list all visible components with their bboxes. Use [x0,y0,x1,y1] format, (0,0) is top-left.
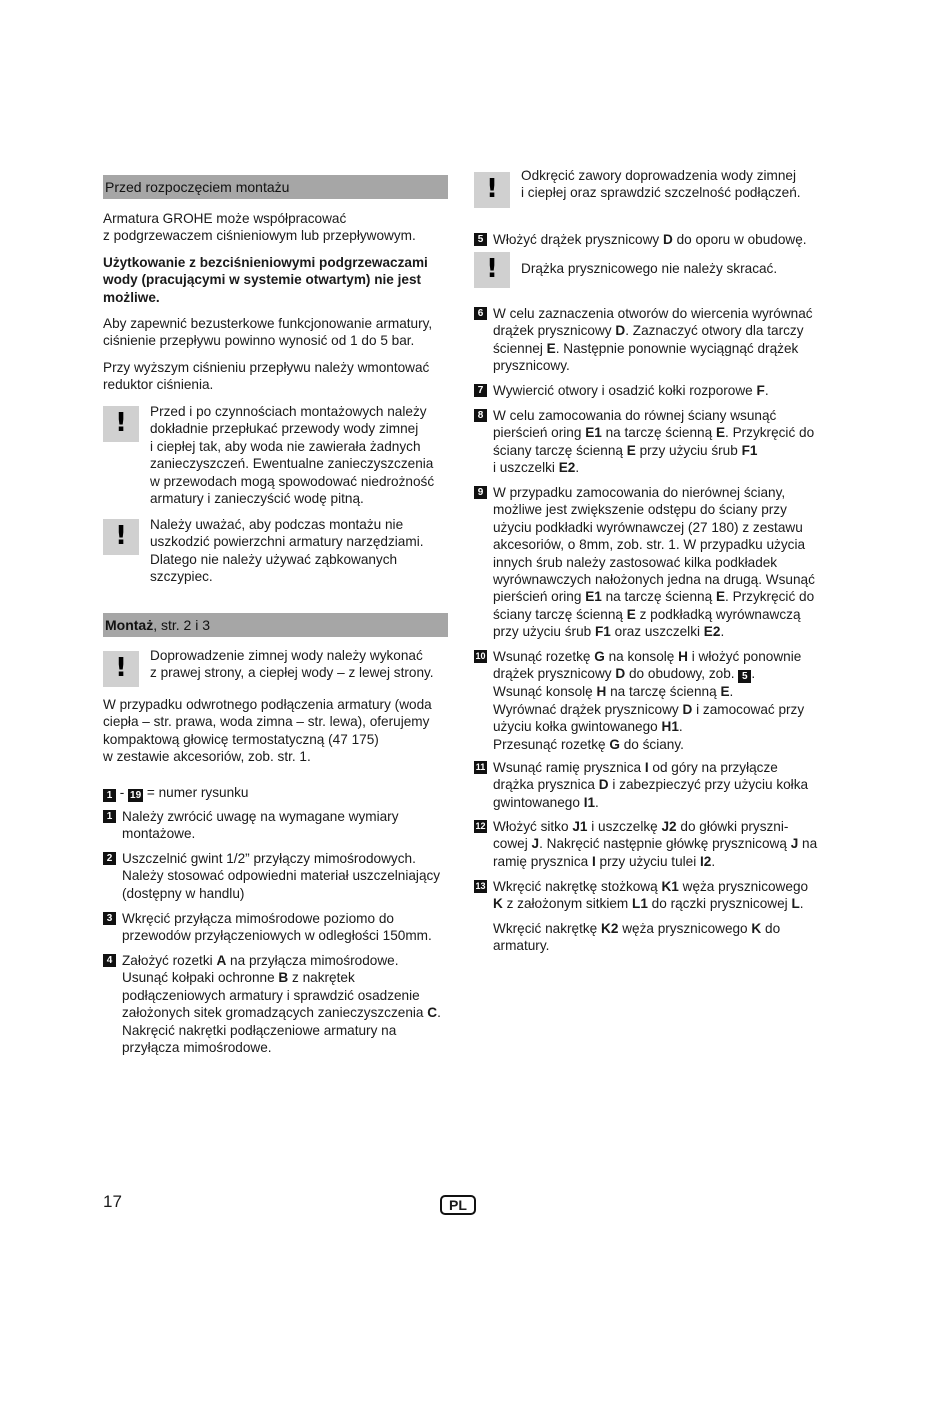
text-line: W przypadku odwrotnego podłączenia armatury (woda [103,697,432,712]
text-line: Przed i po czynnościach montażowych należy [150,404,427,419]
pressure-paragraph [103,315,448,350]
step-number-badge: 8 [474,409,487,422]
step-13-continuation: Wkręcić nakrętkę K2 węża prysznicowego K do armatury. [493,921,781,954]
figure-number-legend [103,784,448,802]
text-line: Wkręcić przyłącza mimośrodowe poziomo do [122,911,394,926]
warning-text [150,647,434,687]
text-line: Armatura GROHE może współpracować [103,211,347,226]
exclamation-icon: ! [474,252,510,288]
legend-text: = numer rysunku [143,785,249,800]
step-text: Włożyć sitko J1 i uszczelkę J2 do główki pryszni- cowej J. Nakręcić następnie główkę prysznicową J na ramię prysznica I przy użyciu tulei I2. [493,819,818,869]
figure-number-badge: 19 [130,790,142,801]
text-line: ciepła – str. prawa, woda zimna – str. lewa), oferujemy [103,714,430,730]
step-number-badge: 6 [474,307,487,320]
text-line: Użytkowanie z bezciśnieniowymi podgrzewaczami [103,255,428,270]
text-line: Dlatego nie należy używać ząbkowanych [150,551,398,567]
text-line: możliwe. [103,289,160,305]
step-3 [103,910,448,945]
step-number-badge: 5 [474,233,487,246]
step-1 [103,808,448,843]
text-line: Należy zwrócić uwagę na wymagane wymiary [122,809,399,824]
page-number: 17 [103,1192,122,1211]
text-line: armatury i zanieczyścić wodę pitną. [150,491,364,507]
text-line: w zestawie akcesoriów, zob. str. 1. [103,749,311,765]
warning-tools [103,516,448,586]
heading-bold-part: Montaż [105,617,154,633]
step-9 [474,484,822,641]
text-line: przewodów przyłączeniowych w odległości 150mm. [122,928,432,944]
step-number-badge: 10 [475,651,486,661]
step-6 [474,305,822,375]
text-line: Doprowadzenie zimnej wody należy wykonać [150,648,423,663]
text-line: szczypiec. [150,569,213,585]
reverse-connection-paragraph [103,696,448,766]
step-2 [103,850,448,902]
text-line: dokładnie przepłukać przewody wody zimnej [150,421,419,437]
language-badge: PL [440,1195,476,1215]
warning-flush-pipes [103,403,448,507]
text-line: Należy uważać, aby podczas montażu nie [150,517,404,532]
step-text [122,910,448,945]
text-line: i ciepłej tak, aby woda nie zawierała żadnych [150,438,421,454]
text-line: reduktor ciśnienia. [103,377,214,393]
step-number-badge: 7 [474,384,487,397]
text-line: z prawej strony, a ciepłej wody – z lewej strony. [150,665,434,681]
warning-text [150,516,424,586]
text-line: kompaktową głowicę termostatyczną (47 175) [103,731,379,747]
warning-water-sides [103,647,448,687]
text-line: (dostępny w handlu) [122,885,245,901]
reducer-paragraph [103,359,448,394]
text-line: Aby zapewnić bezusterkowe funkcjonowanie armatury, [103,316,433,331]
bold-note [103,254,448,306]
step-text: Włożyć drążek prysznicowy D do oporu w obudowę. [493,232,807,247]
figure-number-badge: 1 [103,789,116,802]
legend-dash: - [116,785,129,800]
step-text: Wkręcić nakrętkę stożkową K1 węża prysznicowego K z założonym sitkiem L1 do rączki prysznicowej L. [493,879,809,912]
warning-do-not-shorten [474,252,822,288]
step-5 [474,231,822,248]
step-number-badge: 2 [103,852,116,865]
section-heading-before-installation: Przed rozpoczęciem montażu [103,175,448,199]
step-number-badge: 11 [475,762,486,772]
step-text: W celu zaznaczenia otworów do wiercenia wyrównać drążek prysznicowy D. Zaznaczyć otwory dla tarczy ściennej E. Następnie ponownie wyciągnąć drążek prysznicowy. [493,306,813,374]
text-line: Przy wyższym ciśnieniu przepływu należy wmontować [103,360,430,375]
step-11 [474,759,822,811]
step-text: Wsunąć ramię prysznica I od góry na przyłącze drążka prysznica D i zabezpieczyć przy użyciu kołka gwintowanego I1. [493,760,809,810]
step-7 [474,382,822,399]
text-line: ciśnienie przepływu powinno wynosić od 1 do 5 bar. [103,333,415,349]
text-line: Uszczelnić gwint 1/2” przyłączy mimośrodowych. [122,851,416,866]
step-12 [474,818,822,870]
step-number-badge: 1 [103,810,116,823]
step-number-badge: 3 [103,912,116,925]
exclamation-icon: ! [103,519,139,555]
step-text: Wsunąć rozetkę G na konsolę H i włożyć ponownie drążek prysznicowy D do obudowy, zob. 5 . Wsunąć konsolę H na tarczę ścienną E. Wyrównać drążek prysznicowy D i zamocować przy użyciu kołka gwintowanego H1. Przesunąć rozetkę G do ściany. [493,649,805,752]
step-text: W przypadku zamocowania do nierównej ściany, możliwe jest zwiększenie odstępu do ściany przy użyciu podkładki wyrównawczej (27 180) z zestawu akcesoriów, o 8mm, zob. str. 1. W przypadku użycia innych śrub należy zastosować kilka podkładek wyrównawczych nałożonych jedna na drugą. Wsunąć pierścień oring E1 na tarczę ścienną E. Przykręcić do ściany tarczę ścienną E z podkładką wyrównawczą przy użyciu śrub F1 oraz uszczelki E2. [493,485,815,640]
text-line: Odkręcić zawory doprowadzenia wody zimnej [521,168,797,183]
warning-open-valves [474,167,822,208]
figure-ref-badge: 5 [738,670,751,683]
text-line: wody (pracującymi w systemie otwartym) nie jest [103,272,422,288]
exclamation-icon: ! [103,651,139,687]
exclamation-icon: ! [474,172,510,208]
exclamation-icon: ! [103,406,139,442]
step-number-badge: 12 [475,821,486,831]
step-number-badge: 4 [103,954,116,967]
step-text [122,808,448,843]
text-line: montażowe. [122,826,196,842]
text-line: i ciepłej oraz sprawdzić szczelność podłączeń. [521,185,801,201]
text-line: zanieczyszczeń. Ewentualne zanieczyszczenia [150,456,434,472]
text-line: uszkodzić powierzchni armatury narzędziami. [150,534,424,550]
step-13 [474,878,822,913]
warning-text [150,403,434,507]
warning-text [521,167,801,208]
warning-text [521,252,777,288]
step-text: Założyć rozetki A na przyłącza mimośrodowe. Usunąć kołpaki ochronne B z nakrętek podłączeniowych armatury i sprawdzić osadzenie założonych sitek gromadzących zanieczyszczenia C. Nakręcić nakrętki podłączeniowe armatury na przyłącza mimośrodowe. [122,953,441,1056]
text-line: Należy stosować odpowiedni materiał uszczelniający [122,868,441,884]
step-4 [103,952,448,1056]
step-number-badge: 9 [474,486,487,499]
text-line: z podgrzewaczem ciśnieniowym lub przepływowym. [103,228,416,244]
text-line: w przewodach mogą spowodować niedrożność [150,473,435,489]
heading-page-ref: , str. 2 i 3 [153,617,211,633]
step-text: Wywiercić otwory i osadzić kołki rozporowe F. [493,383,769,398]
step-text [122,850,448,902]
step-number-badge: 13 [475,881,486,891]
section-heading-installation [103,613,448,637]
step-8 [474,407,822,477]
intro-paragraph [103,210,448,245]
step-text: W celu zamocowania do równej ściany wsunąć pierścień oring E1 na tarczę ścienną E. Przykręcić do ściany tarczę ścienną E przy użyciu śrub F1 i uszczelki E2. [493,408,815,476]
step-10 [474,648,822,753]
text-line: Drążka prysznicowego nie należy skracać. [521,261,778,276]
